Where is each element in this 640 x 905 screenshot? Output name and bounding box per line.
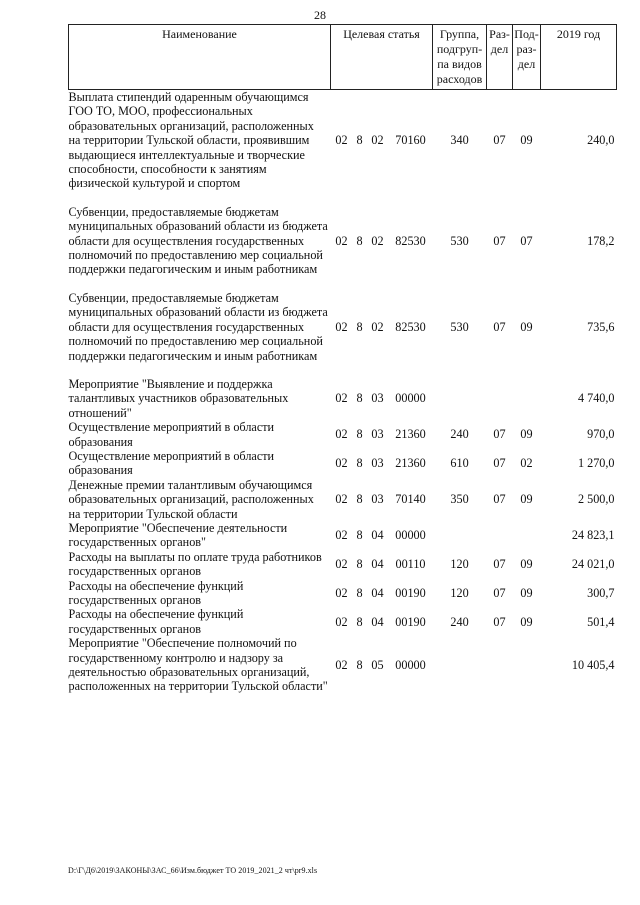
expense-group: 530	[450, 233, 469, 248]
target-type: 8	[356, 233, 363, 248]
target-type: 8	[356, 528, 363, 543]
table-row	[69, 579, 617, 608]
target-program: 02	[335, 528, 348, 543]
header-target: Целевая статья	[331, 25, 433, 90]
header-year: 2019 год	[541, 25, 617, 90]
section-code: 07	[493, 456, 506, 471]
target-program: 02	[335, 427, 348, 442]
subsection-code: 09	[520, 585, 533, 600]
expense-group: 120	[450, 556, 469, 571]
target-event: 03	[371, 427, 384, 442]
amount-2019: 1 270,0	[577, 456, 615, 471]
row-name: Выплата стипендий одаренным обучающимся ГОО ТО, МОО, профессиональных образовательных организаций, расположенных на территории Тульской области, проявившим выдающиеся интеллектуальные и творческие способности, способности к занятиям физической культурой и спортом	[68, 90, 314, 191]
row-spacer	[69, 277, 617, 291]
target-direction: 70160	[395, 133, 426, 148]
row-name: Мероприятие "Выявление и поддержка талантливых участников образовательных отношений"	[68, 376, 289, 420]
file-path-footer: D:\Г\Д6\2019\ЗАКОНЫ\ЗАС_66\Изм.бюджет ТО 2019_2021_2 чт\pr9.xls	[68, 866, 318, 875]
target-program: 02	[335, 556, 348, 571]
target-type: 8	[356, 492, 363, 507]
subsection-code	[513, 521, 541, 550]
amount-2019: 240,0	[587, 133, 615, 148]
target-direction: 21360	[395, 456, 426, 471]
target-direction: 00190	[395, 585, 426, 600]
target-type: 8	[356, 427, 363, 442]
subsection-code: 09	[520, 614, 533, 629]
expense-group: 240	[450, 427, 469, 442]
subsection-code: 09	[520, 556, 533, 571]
target-program: 02	[335, 657, 348, 672]
amount-2019: 300,7	[587, 585, 615, 600]
expense-group: 530	[450, 319, 469, 334]
section-code: 07	[493, 492, 506, 507]
target-program: 02	[335, 391, 348, 406]
subsection-code	[513, 377, 541, 420]
table-row	[69, 449, 617, 478]
target-direction: 00000	[395, 528, 426, 543]
row-name: Осуществление мероприятий в области образования	[68, 420, 275, 449]
target-event: 02	[371, 319, 384, 334]
target-program: 02	[335, 614, 348, 629]
amount-2019: 501,4	[587, 614, 615, 629]
table-row	[69, 90, 617, 191]
table-row	[69, 205, 617, 277]
subsection-code: 09	[520, 319, 533, 334]
table-row	[69, 550, 617, 579]
page-number: 28	[314, 8, 326, 22]
table-row	[69, 636, 617, 694]
target-event: 03	[371, 391, 384, 406]
amount-2019: 735,6	[587, 319, 615, 334]
target-program: 02	[335, 319, 348, 334]
subsection-code: 07	[520, 233, 533, 248]
row-name: Мероприятие "Обеспечение полномочий по государственному контролю и надзору за деятельностью образовательных организаций, расположенных на территории Тульской области"	[68, 636, 328, 694]
expense-group: 610	[450, 456, 469, 471]
section-code: 07	[493, 585, 506, 600]
amount-2019: 24 021,0	[571, 556, 615, 571]
amount-2019: 10 405,4	[571, 657, 615, 672]
target-program: 02	[335, 133, 348, 148]
amount-2019: 4 740,0	[577, 391, 615, 406]
target-type: 8	[356, 456, 363, 471]
table-body	[69, 90, 617, 694]
amount-2019: 178,2	[587, 233, 615, 248]
amount-2019: 24 823,1	[571, 528, 615, 543]
target-direction: 00110	[395, 556, 426, 571]
target-direction: 21360	[395, 427, 426, 442]
expense-group: 350	[450, 492, 469, 507]
subsection-code: 09	[520, 133, 533, 148]
table-row	[69, 521, 617, 550]
section-code	[487, 377, 513, 420]
table-row	[69, 291, 617, 363]
target-event: 04	[371, 528, 384, 543]
table-row	[69, 420, 617, 449]
target-event: 02	[371, 233, 384, 248]
target-direction: 00190	[395, 614, 426, 629]
target-direction: 82530	[395, 233, 426, 248]
header-section: Раз-дел	[487, 25, 513, 90]
amount-2019: 970,0	[587, 427, 615, 442]
expense-group	[433, 636, 487, 694]
target-direction: 70140	[395, 492, 426, 507]
target-program: 02	[335, 233, 348, 248]
target-event: 03	[371, 456, 384, 471]
row-spacer	[69, 363, 617, 377]
subsection-code: 02	[520, 456, 533, 471]
row-name: Расходы на обеспечение функций государственных органов	[68, 607, 244, 636]
target-type: 8	[356, 585, 363, 600]
section-code: 07	[493, 427, 506, 442]
section-code	[487, 636, 513, 694]
target-direction: 00000	[395, 391, 426, 406]
target-event: 04	[371, 556, 384, 571]
amount-2019: 2 500,0	[577, 492, 615, 507]
target-type: 8	[356, 657, 363, 672]
target-type: 8	[356, 556, 363, 571]
target-type: 8	[356, 614, 363, 629]
row-spacer	[69, 191, 617, 205]
section-code: 07	[493, 614, 506, 629]
target-event: 04	[371, 585, 384, 600]
table-row	[69, 478, 617, 521]
subsection-code	[513, 636, 541, 694]
header-subsection: Под-раз-дел	[513, 25, 541, 90]
target-program: 02	[335, 492, 348, 507]
target-direction: 00000	[395, 657, 426, 672]
table-row	[69, 377, 617, 420]
row-name: Расходы на обеспечение функций государственных органов	[68, 578, 244, 607]
target-program: 02	[335, 585, 348, 600]
expense-group: 240	[450, 614, 469, 629]
expense-group	[433, 521, 487, 550]
target-event: 04	[371, 614, 384, 629]
subsection-code: 09	[520, 492, 533, 507]
section-code: 07	[493, 133, 506, 148]
expense-group: 340	[450, 133, 469, 148]
target-event: 03	[371, 492, 384, 507]
target-program: 02	[335, 456, 348, 471]
header-name: Наименование	[69, 25, 331, 90]
section-code: 07	[493, 233, 506, 248]
row-name: Субвенции, предоставляемые бюджетам муниципальных образований области из бюджета области для осуществления государственных полномочий по предоставлению мер социальной поддержки педагогическим и иным работникам	[68, 290, 328, 363]
row-name: Мероприятие "Обеспечение деятельности государственных органов"	[68, 520, 288, 550]
target-type: 8	[356, 133, 363, 148]
header-group: Группа, подгруп-па видов расходов	[433, 25, 487, 90]
target-direction: 82530	[395, 319, 426, 334]
section-code	[487, 521, 513, 550]
target-type: 8	[356, 319, 363, 334]
target-type: 8	[356, 391, 363, 406]
target-event: 02	[371, 133, 384, 148]
row-name: Денежные премии талантливым обучающимся образовательных организаций, расположенных на территории Тульской области	[68, 477, 314, 521]
expense-group	[433, 377, 487, 420]
row-name: Субвенции, предоставляемые бюджетам муниципальных образований области из бюджета области для осуществления государственных полномочий по предоставлению мер социальной поддержки педагогическим и иным работникам	[68, 204, 328, 277]
budget-table	[68, 24, 617, 694]
table-row	[69, 607, 617, 636]
section-code: 07	[493, 319, 506, 334]
subsection-code: 09	[520, 427, 533, 442]
section-code: 07	[493, 556, 506, 571]
expense-group: 120	[450, 585, 469, 600]
row-name: Осуществление мероприятий в области образования	[68, 448, 275, 478]
row-name: Расходы на выплаты по оплате труда работников государственных органов	[68, 549, 322, 579]
target-event: 05	[371, 657, 384, 672]
table-header-row	[69, 25, 617, 90]
